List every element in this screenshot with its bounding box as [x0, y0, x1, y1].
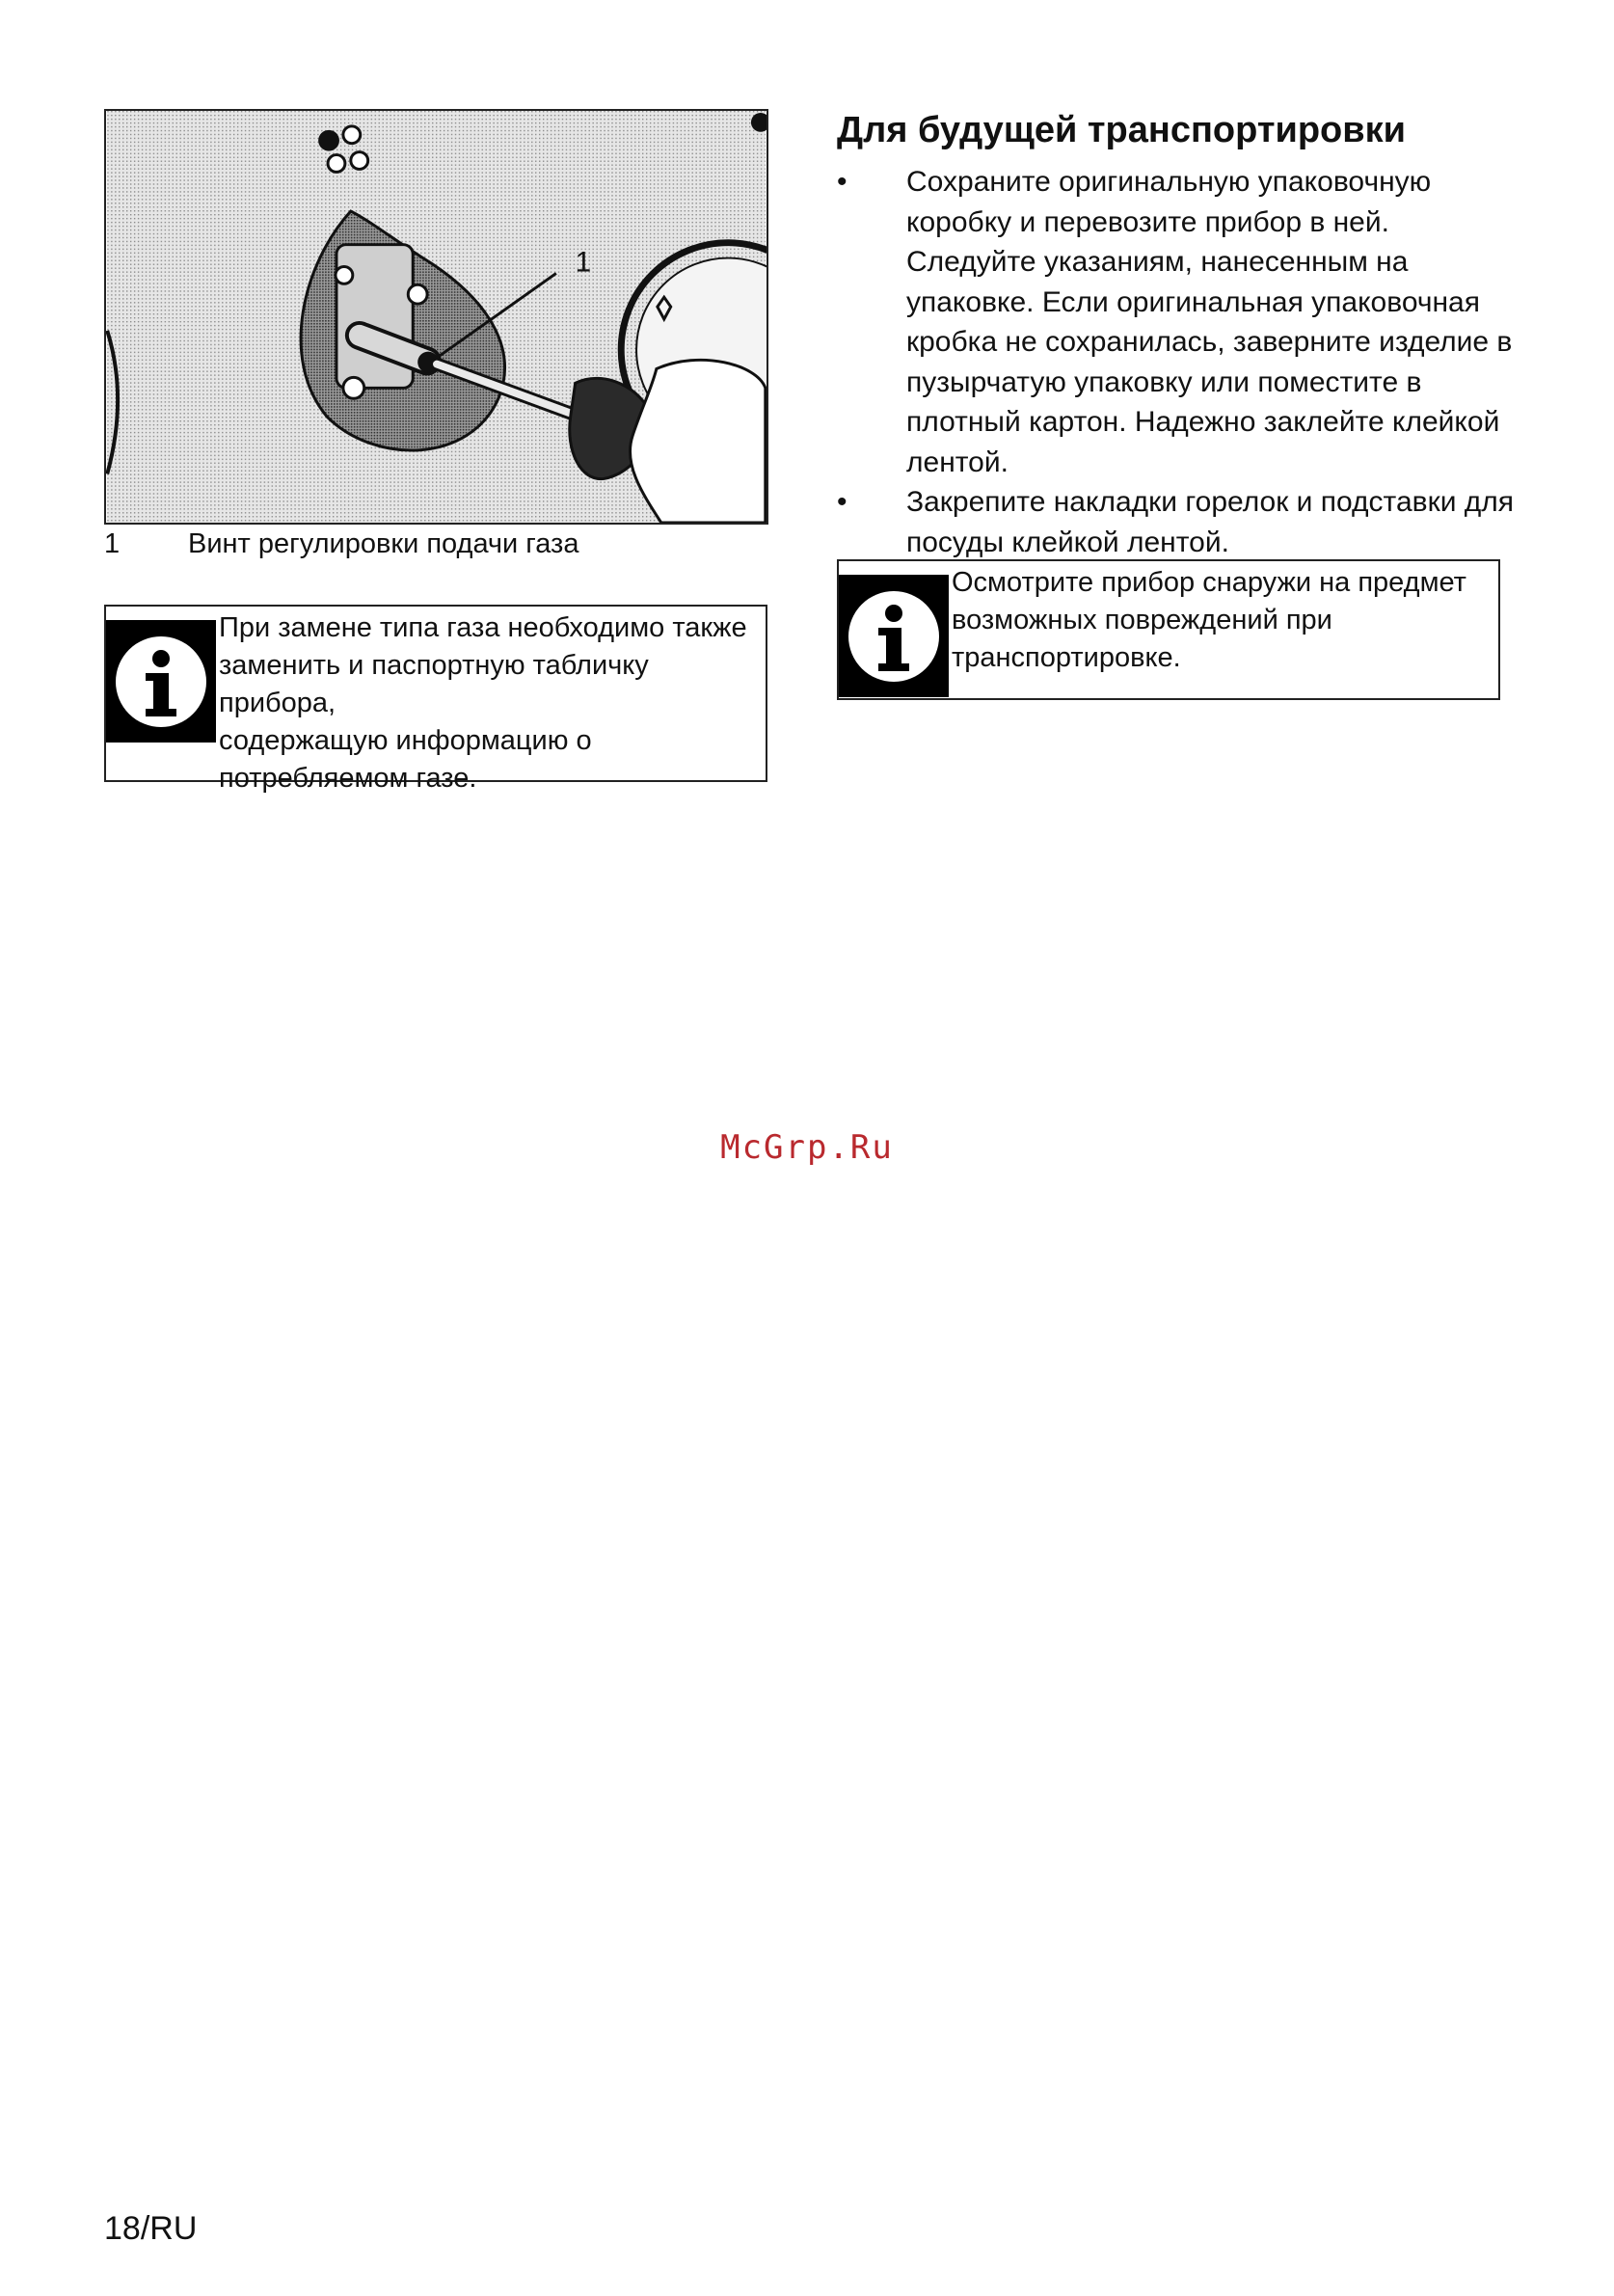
note-line: транспортировке.	[952, 642, 1181, 673]
inspection-info-text	[949, 561, 1466, 677]
figure-caption-number: 1	[104, 528, 121, 559]
gas-valve-illustration	[104, 109, 768, 525]
note-line: возможных повреждений при	[952, 605, 1332, 635]
bullet-line: Закрепите накладки горелок и подставки для	[906, 486, 1515, 518]
gas-change-info-text	[216, 607, 766, 797]
info-icon	[106, 620, 216, 743]
info-icon	[839, 575, 949, 697]
bullet-line: Сохраните оригинальную упаковочную	[906, 166, 1432, 198]
bullet-line: посуды клейкой лентой.	[906, 526, 1229, 558]
note-line: Осмотрите прибор снаружи на предмет	[952, 567, 1466, 598]
transport-bullet-list	[837, 162, 1531, 562]
bullet-line: пузырчатую упаковку или поместите в	[906, 365, 1422, 398]
bullet-mark: •	[837, 486, 847, 518]
figure-callout-number: 1	[575, 246, 592, 279]
bullet-line: кробка не сохранилась, заверните изделие в	[906, 326, 1513, 358]
figure-caption	[104, 528, 578, 560]
note-line: заменить и паспортную табличку прибора,	[219, 650, 649, 718]
bullet-line: коробку и перевозите прибор в ней.	[906, 205, 1389, 238]
gas-valve-drawing	[106, 111, 767, 523]
note-line: потребляемом газе.	[219, 763, 477, 794]
figure-caption-text: Винт регулировки подачи газа	[188, 528, 579, 559]
section-heading: Для будущей транспортировки	[837, 110, 1406, 150]
inspection-info-note	[837, 559, 1500, 700]
note-line: При замене типа газа необходимо также	[219, 612, 747, 643]
gas-change-info-note	[104, 605, 767, 794]
bullet-line: Следуйте указаниям, нанесенным на	[906, 246, 1409, 278]
watermark: McGrp.Ru	[720, 1128, 894, 1167]
note-line: содержащую информацию о	[219, 725, 592, 756]
list-item	[837, 162, 1531, 482]
bullet-line: лентой.	[906, 446, 1009, 478]
list-item	[837, 482, 1531, 562]
bullet-line: упаковке. Если оригинальная упаковочная	[906, 285, 1480, 318]
bullet-mark: •	[837, 166, 847, 198]
bullet-line: плотный картон. Надежно заклейте клейкой	[906, 406, 1500, 438]
page-number: 18/RU	[104, 2210, 198, 2247]
